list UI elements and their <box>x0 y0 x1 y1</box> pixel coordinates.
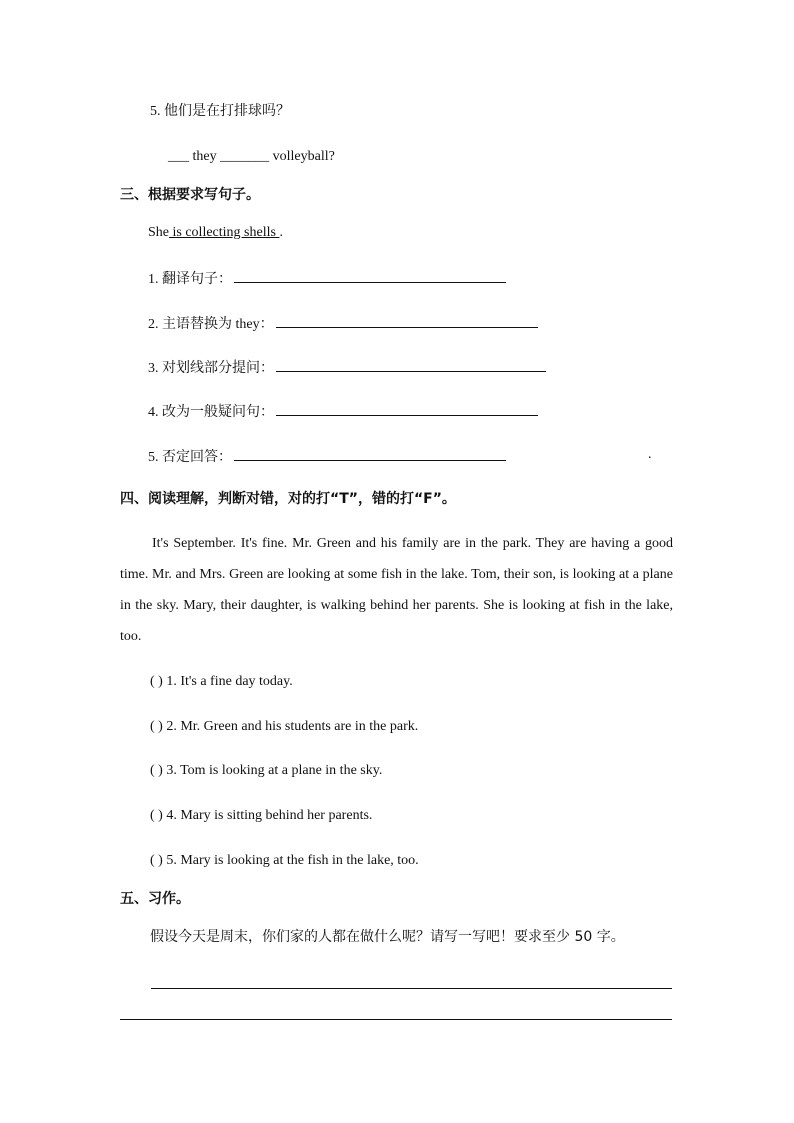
trailing-dot: . <box>648 447 652 462</box>
rewrite-item-5 <box>148 446 506 467</box>
rewrite-item-label: 3. 对划线部分提问： <box>148 361 274 376</box>
example-underlined-object: shells <box>244 225 280 240</box>
rewrite-item-label: 2. 主语替换为 they： <box>148 317 274 332</box>
answer-line[interactable] <box>276 313 538 328</box>
judge-item-3: ( ) 3. Tom is looking at a plane in the sky. <box>150 763 383 778</box>
rewrite-item-label: 5. 否定回答： <box>148 450 232 465</box>
rewrite-item-3 <box>148 357 546 378</box>
answer-line[interactable] <box>234 268 506 283</box>
example-period: . <box>279 225 283 240</box>
example-subject: She <box>148 225 169 240</box>
question-5-chinese: 5. 他们是在打排球吗？ <box>150 104 290 119</box>
writing-prompt: 假设今天是周末，你们家的人都在做什么呢？请写一写吧！要求至少 50 字。 <box>150 929 625 945</box>
writing-line-2[interactable] <box>120 1019 672 1020</box>
word-they: they <box>189 149 221 164</box>
answer-line[interactable] <box>234 446 506 461</box>
rewrite-item-1 <box>148 268 506 289</box>
judge-item-4: ( ) 4. Mary is sitting behind her parents. <box>150 808 373 823</box>
judge-item-5: ( ) 5. Mary is looking at the fish in the lake, too. <box>150 853 419 868</box>
word-volleyball: volleyball? <box>269 149 335 164</box>
rewrite-item-label: 4. 改为一般疑问句： <box>148 405 274 420</box>
answer-blank-1[interactable]: ___ <box>168 149 189 164</box>
section-4-heading: 四、阅读理解，判断对错，对的打“T”，错的打“F”。 <box>120 491 456 507</box>
reading-passage <box>120 528 673 652</box>
reading-passage-text: It's September. It's fine. Mr. Green and his family are in the park. They are having a good time. Mr. and Mrs. Green are looking at some fish in the lake. Tom, their son, is looking at a plane in the sky. Mary, their daughter, is walking behind her parents. She is looking at fish in the lake, too. <box>120 536 673 644</box>
writing-line-1[interactable] <box>151 988 672 989</box>
example-sentence <box>148 224 283 242</box>
answer-line[interactable] <box>276 401 538 416</box>
answer-line[interactable] <box>276 357 546 372</box>
example-underlined-verb: is collecting <box>169 225 245 240</box>
rewrite-item-2 <box>148 313 538 334</box>
judge-item-1: ( ) 1. It's a fine day today. <box>150 674 293 689</box>
answer-blank-2[interactable]: _______ <box>220 149 270 164</box>
rewrite-item-label: 1. 翻译句子： <box>148 272 232 287</box>
section-5-heading: 五、习作。 <box>120 891 190 907</box>
question-5-english <box>168 148 335 166</box>
section-3-heading: 三、根据要求写句子。 <box>120 187 260 203</box>
judge-item-2: ( ) 2. Mr. Green and his students are in the park. <box>150 719 419 734</box>
rewrite-item-4 <box>148 401 538 422</box>
